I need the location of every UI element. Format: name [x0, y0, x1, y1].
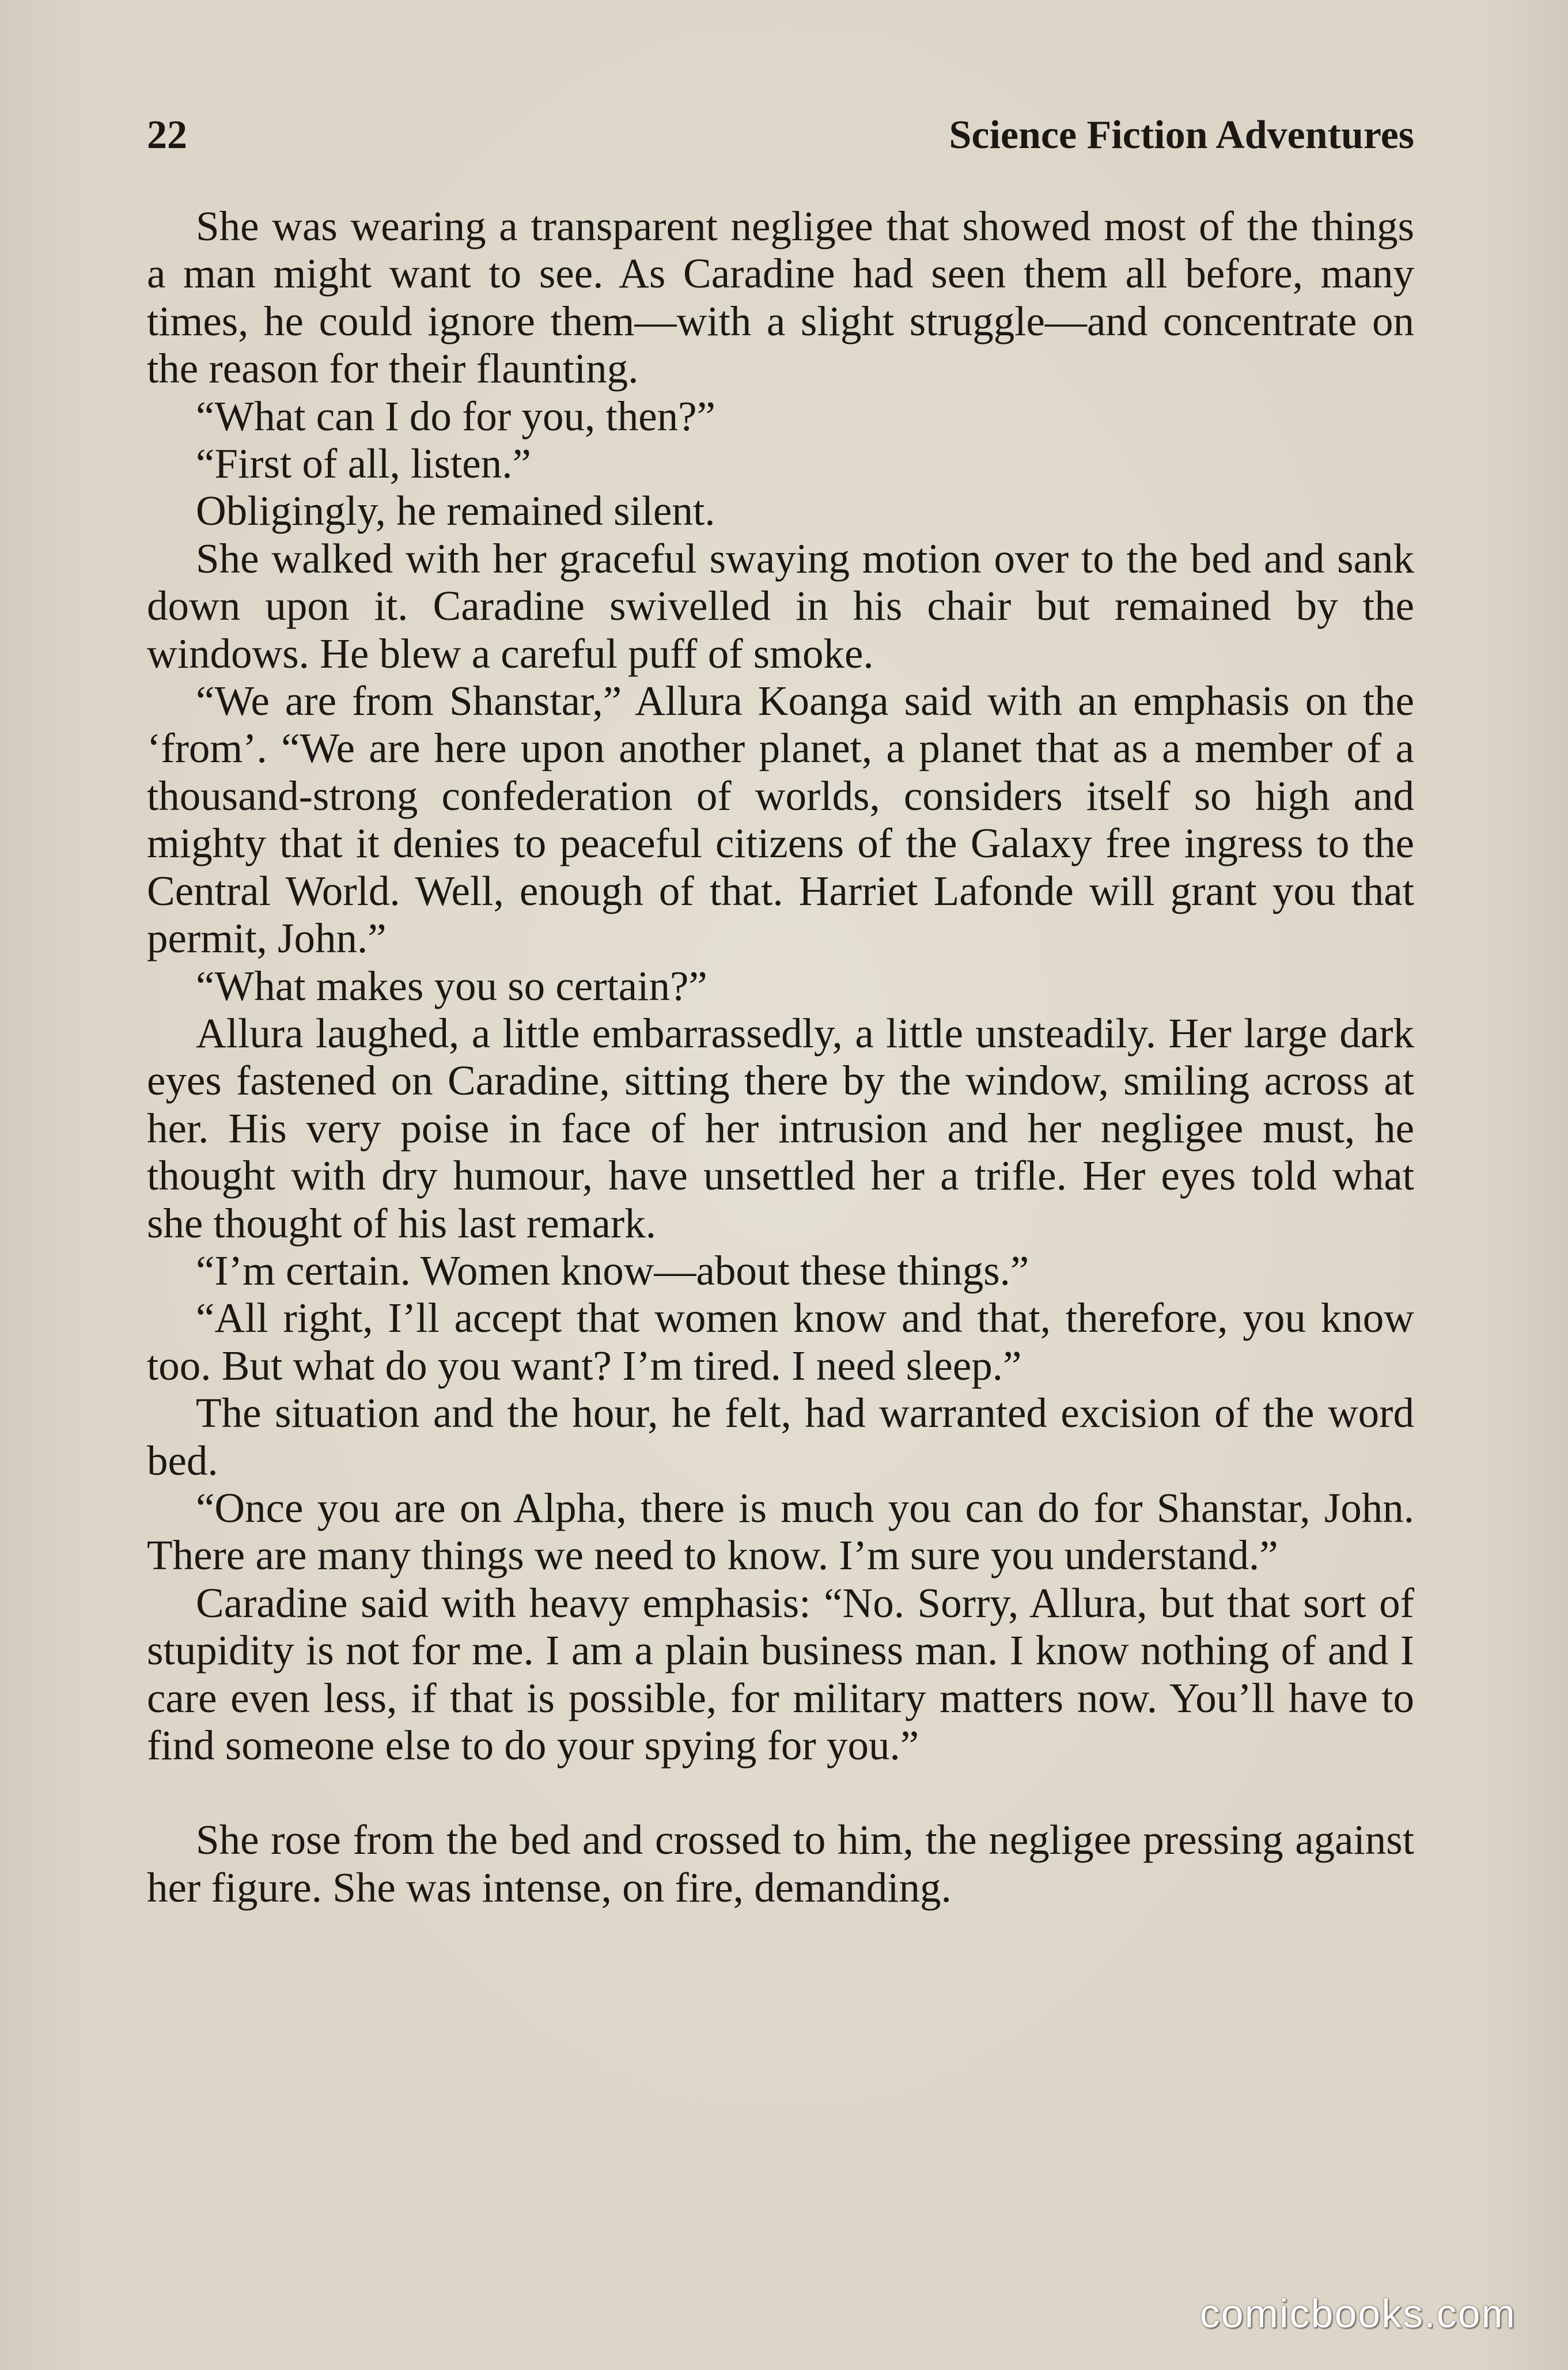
paragraph: Allura laughed, a little embarrassedly, a little unsteadily. Her large dark eyes fastened on Caradine, sitting there by the window, smiling across at her. His very poise in face of her intrusion and her negligee must, he thought with dry humour, have unsettled her a trifle. Her eyes told what she thought of his last remark. — [147, 1009, 1414, 1247]
body-text — [147, 203, 1414, 1911]
watermark: comicbooks.com — [1199, 2291, 1516, 2336]
paragraph: “All right, I’ll accept that women know and that, therefore, you know too. But what do you want? I’m tired. I need sleep.” — [147, 1294, 1414, 1389]
paragraph: The situation and the hour, he felt, had warranted excision of the word bed. — [147, 1390, 1414, 1484]
page-number: 22 — [147, 113, 187, 157]
paragraph: “Once you are on Alpha, there is much you can do for Shanstar, John. There are many things we need to know. I’m sure you understand.” — [147, 1484, 1414, 1579]
paragraph: “First of all, listen.” — [196, 440, 531, 487]
paragraph: “What makes you so certain?” — [196, 962, 707, 1009]
running-header — [147, 109, 1414, 161]
paragraph: Obligingly, he remained silent. — [196, 487, 715, 535]
paragraph: “We are from Shanstar,” Allura Koanga said with an emphasis on the ‘from’. “We are here upon another planet, a planet that as a member of a thousand-strong confederation of worlds, considers itself so high and mighty that it denies to peaceful citizens of the Galaxy free ingress to the Central World. Well, enough of that. Harriet Lafonde will grant you that permit, John.” — [147, 677, 1414, 962]
paragraph: “What can I do for you, then?” — [196, 392, 715, 440]
running-title: Science Fiction Adventures — [949, 113, 1414, 157]
paragraph: Caradine said with heavy emphasis: “No. Sorry, Allura, but that sort of stupidity is not for me. I am a plain business man. I know nothing of and I care even less, if that is possible, for military matters now. You’ll have to find someone else to do your spying for you.” — [147, 1579, 1414, 1769]
paragraph: She rose from the bed and crossed to him, the negligee pressing against her figure. She was intense, on fire, demanding. — [147, 1816, 1414, 1911]
paragraph: She walked with her graceful swaying motion over to the bed and sank down upon it. Caradine swivelled in his chair but remained by the windows. He blew a careful puff of smoke. — [147, 535, 1414, 677]
paragraph: “I’m certain. Women know—about these things.” — [196, 1247, 1029, 1294]
paragraph: She was wearing a transparent negligee that showed most of the things a man might want to see. As Caradine had seen them all before, many times, he could ignore them—with a slight struggle—and concentrate on the reason for their flaunting. — [147, 203, 1414, 392]
